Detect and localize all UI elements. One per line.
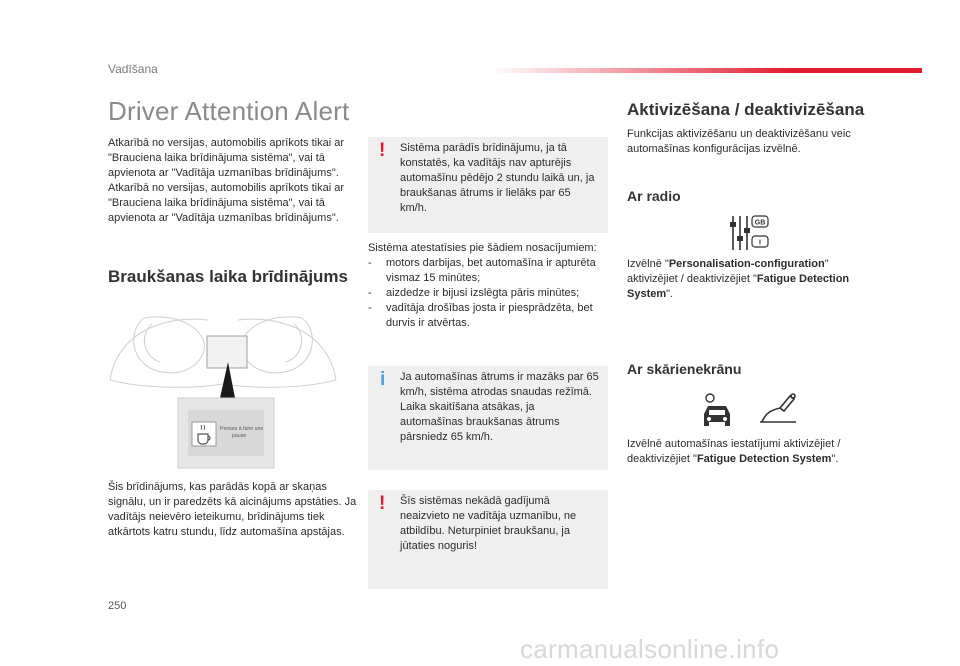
list-bullet: - xyxy=(368,302,372,314)
list-item-text: motors darbijas, bet automašīna ir apturēta vismaz 15 minūtes; xyxy=(386,257,596,284)
list-item xyxy=(368,256,610,286)
list-item xyxy=(368,286,610,301)
list-bullet: - xyxy=(368,257,372,269)
language-badge-text: GB xyxy=(754,219,766,227)
warning-exclamation-icon: ! xyxy=(379,140,386,161)
info-note-text: Ja automašīnas ātrums ir mazāks par 65 km/h, sistēma atrodas snaudas režīmā. Laika skaitīšana atsākas, ja automašīnas braukšanas ātrums pārsniedz 65 km/h. xyxy=(400,371,599,443)
steering-road-icon xyxy=(760,394,796,422)
warning-note-responsibility xyxy=(368,490,608,589)
subheading-touchscreen: Ar skārienekrānu xyxy=(627,361,742,377)
warning-note-text: Sistēma parādīs brīdinājumu, ja tā konstatēs, ka vadītājs nav apturējis automašīnu pēdējo 2 stundu laikā un, ja braukšanas ātrums ir lielāks par 65 km/h. xyxy=(400,142,595,214)
reset-conditions xyxy=(368,241,610,331)
warning-note-text: Šīs sistēmas nekādā gadījumā neaizvieto ne vadītāja uzmanību, ne atbildību. Neturpiniet braukšanu, ja jūtaties noguris! xyxy=(400,495,577,552)
page-number: 250 xyxy=(108,600,127,612)
header-accent-bar xyxy=(490,68,922,73)
cluster-screen-text-1: Pensez à faire une xyxy=(220,426,264,432)
section-label: Vadīšana xyxy=(108,62,158,76)
warning-exclamation-icon: ! xyxy=(379,493,386,514)
touchscreen-icons xyxy=(700,392,800,428)
list-item xyxy=(368,301,610,331)
subheading-radio: Ar radio xyxy=(627,188,681,204)
info-icon: i xyxy=(380,369,386,390)
cluster-screen-text-2: pause xyxy=(232,433,247,439)
info-note-standby xyxy=(368,366,608,470)
vehicle-settings-icon xyxy=(704,394,730,426)
alert-description-paragraph: Šis brīdinājums, kas parādās kopā ar skaņas signālu, un ir paredzēts kā aicinājums apstāties. Ja vadītājs neievēro ieteikumu, brīdinājums tiek atkārtots katru stundu, līdz automašīna apstājas. xyxy=(108,481,357,538)
page-title: Driver Attention Alert xyxy=(108,96,350,126)
section-heading-drive-time-alert: Braukšanas laika brīdinājums xyxy=(108,267,348,286)
settings-sliders-icon xyxy=(728,214,770,252)
list-item-text: aizdedze ir bijusi izslēgta pāris minūtes; xyxy=(386,287,580,299)
list-item-text: vadītāja drošības josta ir piesprādzēta, bet durvis ir atvērtas. xyxy=(386,302,593,329)
instrument-cluster-illustration xyxy=(108,310,338,470)
section-heading-activation: Aktivizēšana / deaktivizēšana xyxy=(627,100,865,119)
language-badge-bottom-text: I xyxy=(759,239,761,247)
warning-note-alert-conditions xyxy=(368,137,608,233)
touchscreen-instructions: Izvēlnē automašīnas iestatījumi aktivizējiet / deaktivizējiet "Fatigue Detection System". xyxy=(627,438,841,465)
list-bullet: - xyxy=(368,287,372,299)
activation-paragraph: Funkcijas aktivizēšanu un deaktivizēšanu veic automašīnas konfigurācijas izvēlnē. xyxy=(627,128,851,155)
radio-instructions: Izvēlnē "Personalisation-configuration" aktivizējiet / deaktivizējiet "Fatigue Detection System". xyxy=(627,258,850,300)
watermark: carmanualsonline.info xyxy=(520,634,780,664)
intro-paragraph: Atkarībā no versijas, automobilis aprīkots tikai ar "Brauciena laika brīdinājuma sistēma", vai tā apvienota ar "Vadītāja uzmanības brīdinājums". Atkarībā no versijas, automobilis aprīkots tikai ar "Brauciena laika brīdinājuma sistēma", vai tā apvienota ar "Vadītāja uzmanības brīdinājums". xyxy=(108,137,344,224)
conditions-intro: Sistēma atestatīsies pie šādiem nosacījumiem: xyxy=(368,242,597,254)
